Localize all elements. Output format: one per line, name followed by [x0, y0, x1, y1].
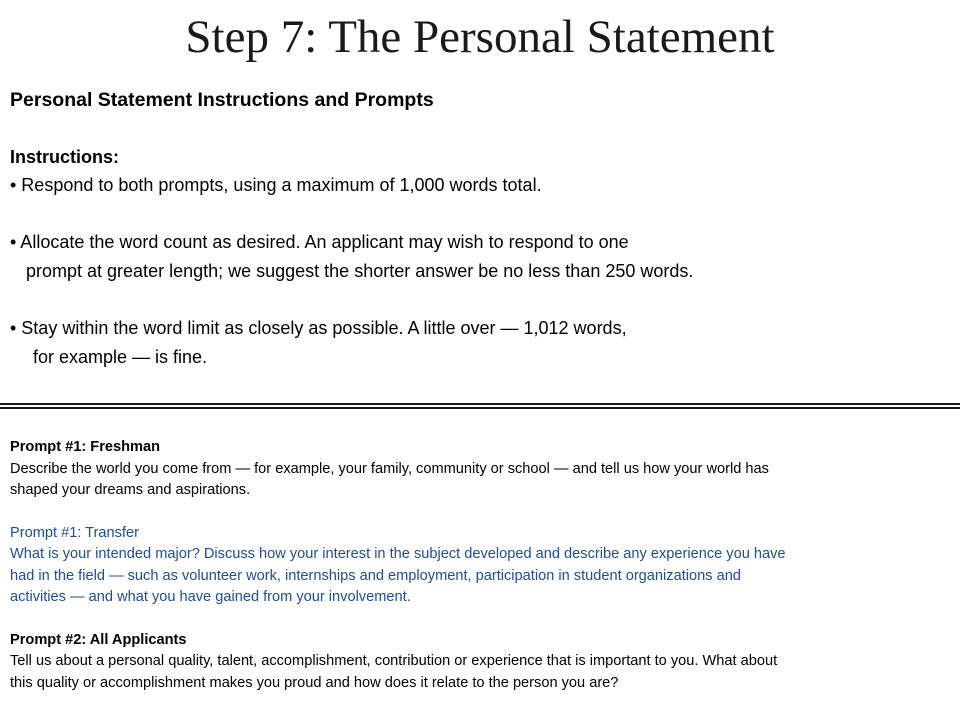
bullet-line: for example — is fine.: [33, 347, 208, 367]
prompt-all-applicants: [10, 630, 950, 695]
prompt-text-line: Tell us about a personal quality, talent, accomplishment, contribution or experience that is important to you. What about: [10, 653, 778, 669]
bullet-line: • Allocate the word count as desired. An applicant may wish to respond to one: [10, 232, 629, 252]
instructions-section: [10, 86, 950, 372]
prompt-text-line: What is your intended major? Discuss how your interest in the subject developed and describe any experience you have: [10, 546, 786, 562]
prompt-text-line: shaped your dreams and aspirations.: [10, 482, 251, 498]
prompt-text-line: this quality or accomplishment makes you proud and how does it relate to the person you are?: [10, 674, 619, 691]
prompt-text-line: had in the field — such as volunteer work, internships and employment, participation in student organizations and: [10, 567, 741, 584]
prompts-section: [10, 437, 950, 694]
slide-title: Step 7: The Personal Statement: [185, 11, 775, 63]
bullet-line: prompt at greater length; we suggest the shorter answer be no less than 250 words.: [26, 261, 694, 281]
prompt-title: Prompt #1: Transfer: [10, 524, 139, 541]
bullet-line: • Stay within the word limit as closely as possible. A little over — 1,012 words,: [10, 318, 627, 338]
divider-line: [0, 407, 960, 409]
prompt-text-line: Describe the world you come from — for example, your family, community or school — and tell us how your world has: [10, 460, 769, 477]
prompt-title: Prompt #2: All Applicants: [10, 631, 187, 648]
divider-line: [0, 403, 960, 405]
prompt-text-line: activities — and what you have gained from your involvement.: [10, 589, 411, 605]
instructions-label: Instructions:: [10, 147, 120, 167]
instruction-bullet: [10, 314, 950, 372]
prompt-freshman: [10, 437, 950, 502]
section-heading: Personal Statement Instructions and Prompts: [10, 89, 434, 111]
prompt-title: Prompt #1: Freshman: [10, 439, 161, 455]
instruction-bullet: [10, 171, 950, 200]
bullet-line: • Respond to both prompts, using a maximum of 1,000 words total.: [10, 175, 542, 195]
instruction-bullet: [10, 228, 950, 286]
prompt-transfer: [10, 523, 950, 609]
